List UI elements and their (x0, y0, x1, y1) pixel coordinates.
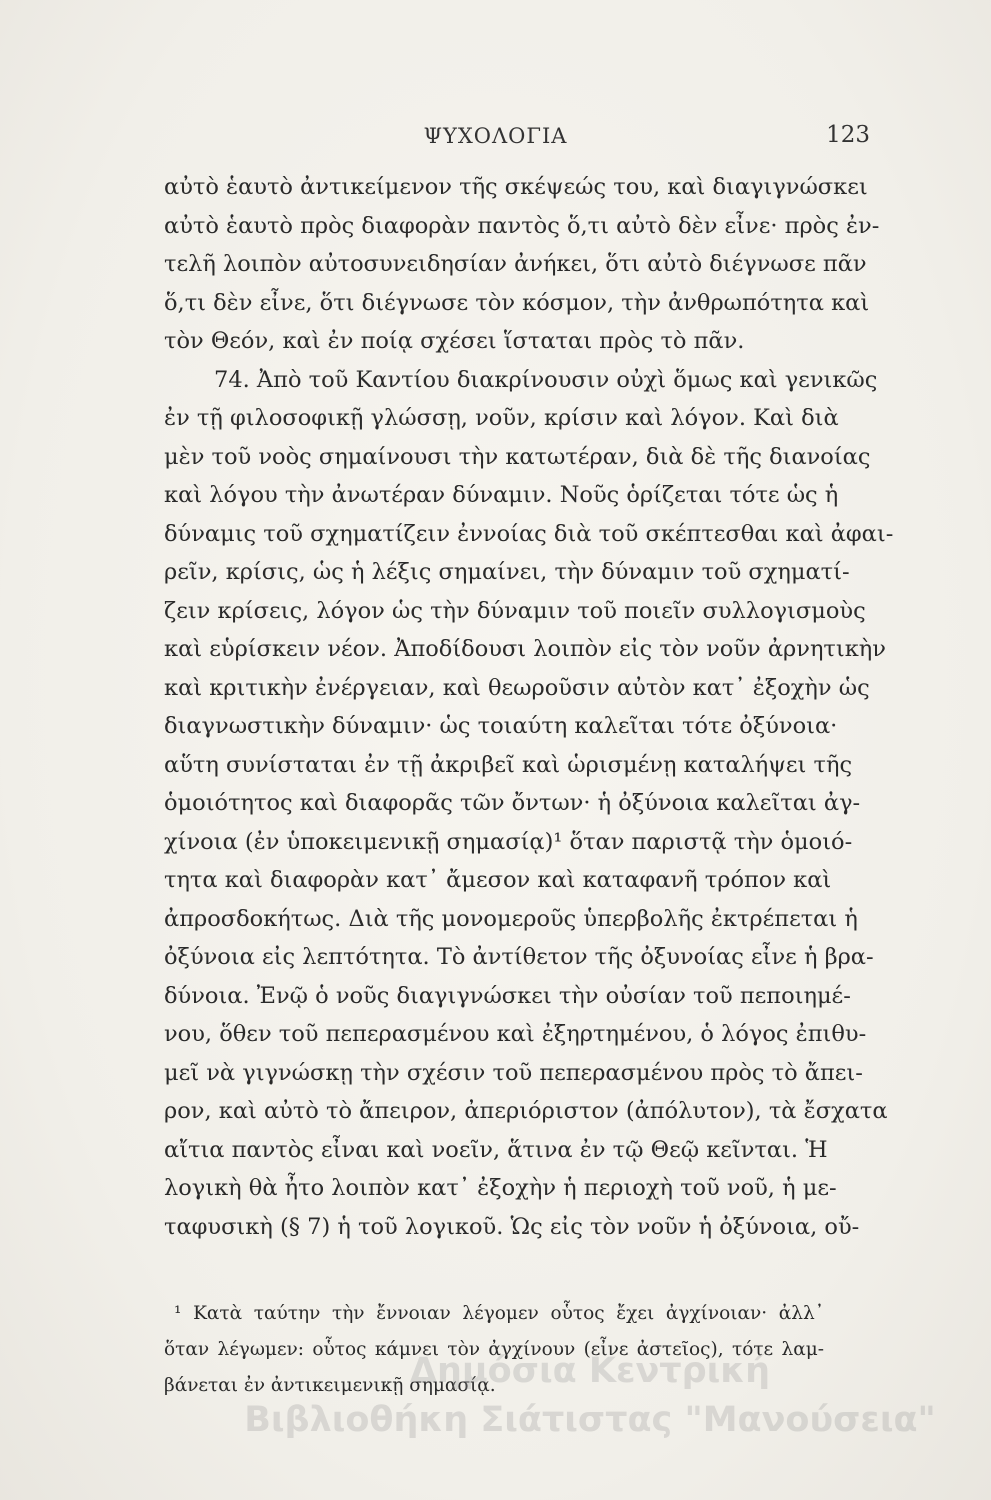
text-line: καὶ εὑρίσκειν νέον. Ἀποδίδουσι λοιπὸν εἰς τὸν νοῦν ἀρνητικὴν (164, 636, 886, 662)
text-line: τελῆ λοιπὸν αὐτοσυνειδησίαν ἀνήκει, ὅτι αὐτὸ διέγνωσε πᾶν (164, 251, 867, 277)
text-line: διαγνωστικὴν δύναμιν· ὡς τοιαύτη καλεῖται τότε ὀξύνοια· (164, 713, 838, 739)
text-line: δύνοια. Ἐνῷ ὁ νοῦς διαγιγνώσκει τὴν οὐσίαν τοῦ πεποιημέ- (164, 982, 851, 1009)
text-line: χίνοια (ἐν ὑποκειμενικῇ σημασίᾳ)¹ ὅταν παριστᾷ τὴν ὁμοιό- (164, 828, 853, 855)
body-text (164, 168, 894, 1246)
text-line: μὲν τοῦ νοὸς σημαίνουσι τὴν κατωτέραν, διὰ δὲ τῆς διανοίας (164, 443, 871, 470)
text-line: αὕτη συνίσταται ἐν τῇ ἀκριβεῖ καὶ ὡρισμένῃ καταλήψει τῆς (164, 751, 853, 778)
text-line: αὐτὸ ἑαυτὸ πρὸς διαφορὰν παντὸς ὅ,τι αὐτὸ δὲν εἶνε· πρὸς ἐν- (164, 212, 880, 239)
library-watermark-line-1: Δημόσια Κεντρική (409, 1351, 771, 1391)
library-watermark-line-2: Βιβλιοθήκη Σιάτιστας "Μανούσεια" (244, 1400, 936, 1440)
text-line: μεῖ νὰ γιγνώσκῃ τὴν σχέσιν τοῦ πεπερασμένου πρὸς τὸ ἄπει- (164, 1059, 863, 1086)
page-number: 123 (826, 122, 870, 148)
text-line-paragraph-start: 74. Ἀπὸ τοῦ Καντίου διακρίνουσιν οὐχὶ ὅμως καὶ γενικῶς (214, 366, 878, 393)
footnote-line: ¹ Κατὰ ταύτην τὴν ἔννοιαν λέγομεν οὗτος ἔχει ἀγχίνοιαν· ἀλλ᾽ (174, 1303, 824, 1324)
text-line: τητα καὶ διαφορὰν κατ᾽ ἄμεσον καὶ καταφανῆ τρόπον καὶ (164, 867, 832, 893)
running-header-title: ΨΥΧΟΛΟΓΙΑ (423, 124, 568, 148)
text-line: δύναμις τοῦ σχηματίζειν ἐννοίας διὰ τοῦ σκέπτεσθαι καὶ ἀφαι- (164, 520, 894, 547)
footnote-line: βάνεται ἐν ἀντικειμενικῇ σημασίᾳ. (164, 1375, 496, 1396)
text-line: ὅ,τι δὲν εἶνε, ὅτι διέγνωσε τὸν κόσμον, τὴν ἀνθρωπότητα καὶ (164, 289, 870, 316)
text-line: αὐτὸ ἑαυτὸ ἀντικείμενον τῆς σκέψεώς του, καὶ διαγιγνώσκει (164, 174, 868, 200)
footnote-line: ὅταν λέγωμεν: οὗτος κάμνει τὸν ἀγχίνουν (εἶνε ἀστεῖος), τότε λαμ- (164, 1339, 824, 1360)
text-line: νου, ὅθεν τοῦ πεπερασμένου καὶ ἐξηρτημένου, ὁ λόγος ἐπιθυ- (164, 1021, 867, 1047)
text-line: ρον, καὶ αὐτὸ τὸ ἄπειρον, ἀπεριόριστον (ἀπόλυτον), τὰ ἔσχατα (164, 1098, 888, 1124)
text-line: τὸν Θεόν, καὶ ἐν ποίᾳ σχέσει ἵσταται πρὸς τὸ πᾶν. (164, 328, 745, 354)
text-line: ταφυσικὴ (§ 7) ἡ τοῦ λογικοῦ. Ὡς εἰς τὸν νοῦν ἡ ὀξύνοια, οὔ- (164, 1213, 860, 1240)
text-line: ὁμοιότητος καὶ διαφορᾶς τῶν ὄντων· ἡ ὀξύνοια καλεῖται ἀγ- (164, 790, 861, 816)
text-line: καὶ κριτικὴν ἐνέργειαν, καὶ θεωροῦσιν αὐτὸν κατ᾽ ἐξοχὴν ὡς (164, 674, 870, 701)
text-line: ἀπροσδοκήτως. Διὰ τῆς μονομεροῦς ὑπερβολῆς ἐκτρέπεται ἡ (164, 905, 858, 932)
text-line: καὶ λόγου τὴν ἀνωτέραν δύναμιν. Νοῦς ὁρίζεται τότε ὡς ἡ (164, 482, 839, 508)
text-line: λογικὴ θὰ ἦτο λοιπὸν κατ᾽ ἐξοχὴν ἡ περιοχὴ τοῦ νοῦ, ἡ με- (164, 1175, 837, 1201)
text-line: ζειν κρίσεις, λόγον ὡς τὴν δύναμιν τοῦ ποιεῖν συλλογισμοὺς (164, 597, 866, 624)
text-line: αἴτια παντὸς εἶναι καὶ νοεῖν, ἅτινα ἐν τῷ Θεῷ κεῖνται. Ἡ (164, 1136, 828, 1163)
text-line: ρεῖν, κρίσις, ὡς ἡ λέξις σημαίνει, τὴν δύναμιν τοῦ σχηματί- (164, 559, 850, 585)
text-line: ἐν τῇ φιλοσοφικῇ γλώσσῃ, νοῦν, κρίσιν καὶ λόγον. Καὶ διὰ (164, 405, 839, 431)
text-line: ὀξύνοια εἰς λεπτότητα. Τὸ ἀντίθετον τῆς ὀξυνοίας εἶνε ἡ βρα- (164, 944, 874, 970)
